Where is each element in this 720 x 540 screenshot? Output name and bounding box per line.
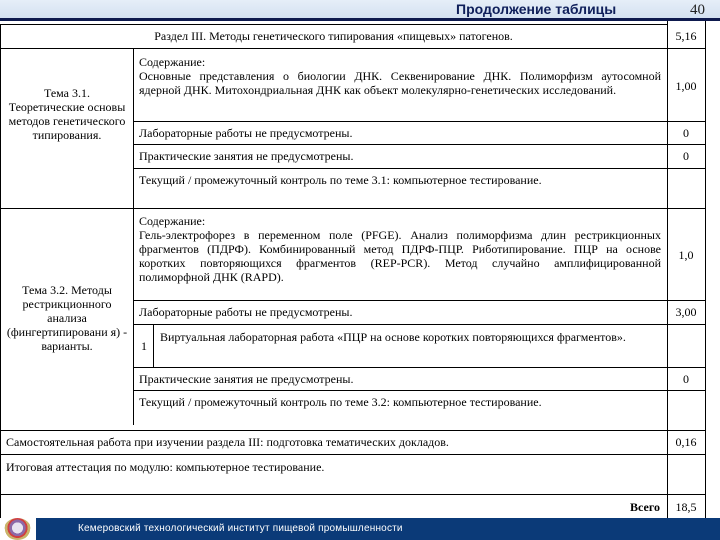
topic-3-2-lab-hours: 3,00 <box>675 305 697 319</box>
topic-3-1-lab-text: Лабораторные работы не предусмотрены. <box>139 126 353 140</box>
table-border <box>705 21 706 518</box>
topic-3-1-control-text: Текущий / промежуточный контроль по теме 3.1: компьютерное тестирование. <box>139 173 542 187</box>
topic-3-2-control-text: Текущий / промежуточный контроль по теме 3.2: компьютерное тестирование. <box>139 395 542 409</box>
row-divider <box>0 208 706 209</box>
header-divider <box>0 18 720 21</box>
topic-3-1-title: Тема 3.1. Теоретические основы методов генетического типирования. <box>8 86 126 142</box>
total-hours: 18,5 <box>675 500 697 514</box>
institute-logo-icon <box>4 518 31 540</box>
header-bar <box>0 0 720 18</box>
row-divider <box>133 324 706 325</box>
row-divider <box>133 367 706 368</box>
row-divider <box>133 121 706 122</box>
topic-3-2-practice-text: Практические занятия не предусмотрены. <box>139 372 354 386</box>
row-divider <box>133 390 706 391</box>
lab-item-text: Виртуальная лабораторная работа «ПЦР на основе коротких повторяющихся фрагментов». <box>160 330 626 344</box>
row-divider <box>133 168 706 169</box>
topic-3-2-content-text: Гель-электрофорез в переменном поле (PFGE). Анализ полиморфизма длин рестрикционных фрагментов (ПДРФ). Комбинированный метод ПДРФ-ПЦР. Риботипирование. ПЦР на основе коротких повторяющихся фрагментов (REP-PCR). Метод случайно амплифицированной полиморфной ДНК (RAPD). <box>139 228 661 284</box>
row-divider <box>0 48 706 49</box>
topic-3-2-content-label: Содержание: <box>139 214 206 228</box>
column-divider <box>133 48 134 208</box>
topic-3-1-practice-text: Практические занятия не предусмотрены. <box>139 149 354 163</box>
table-border <box>0 24 1 518</box>
row-divider <box>0 430 706 431</box>
topic-3-2-practice-hours: 0 <box>683 372 689 386</box>
section-title: Раздел III. Методы генетического типирования «пищевых» патогенов. <box>154 29 513 43</box>
topic-3-1-content-text: Основные представления о биологии ДНК. Секвенирование ДНК. Полиморфизм аутосомной ядерной ДНК. Митохондриальная ДНК как объект молекулярно-генетических исследований. <box>139 69 661 97</box>
row-divider <box>0 454 706 455</box>
row-divider <box>133 144 706 145</box>
row-divider <box>133 300 706 301</box>
lab-item-number: 1 <box>141 339 147 353</box>
self-study-hours: 0,16 <box>675 435 697 449</box>
header-title: Продолжение таблицы <box>456 1 617 17</box>
footer-bar <box>0 518 720 540</box>
footer-institution: Кемеровский технологический институт пищевой промышленности <box>78 523 403 534</box>
topic-3-1-lab-hours: 0 <box>683 126 689 140</box>
final-attestation-text: Итоговая аттестация по модулю: компьютерное тестирование. <box>6 460 325 474</box>
topic-3-1-content-label: Содержание: <box>139 55 206 69</box>
topic-3-1-content-hours: 1,00 <box>675 79 697 93</box>
self-study-text: Самостоятельная работа при изучении раздела III: подготовка тематических докладов. <box>6 435 449 449</box>
row-divider <box>0 494 706 495</box>
column-divider <box>133 208 134 425</box>
topic-3-2-title: Тема 3.2. Методы рестрикционного анализа (фингертипировани я) - варианты. <box>6 283 128 353</box>
topic-3-2-content-hours: 1,0 <box>678 248 694 262</box>
column-divider <box>153 324 154 367</box>
page-number: 40 <box>690 2 705 18</box>
total-label: Всего <box>630 500 660 514</box>
topic-3-2-lab-text: Лабораторные работы не предусмотрены. <box>139 305 353 319</box>
table-border <box>0 24 667 25</box>
section-hours: 5,16 <box>675 29 697 43</box>
topic-3-1-practice-hours: 0 <box>683 149 689 163</box>
